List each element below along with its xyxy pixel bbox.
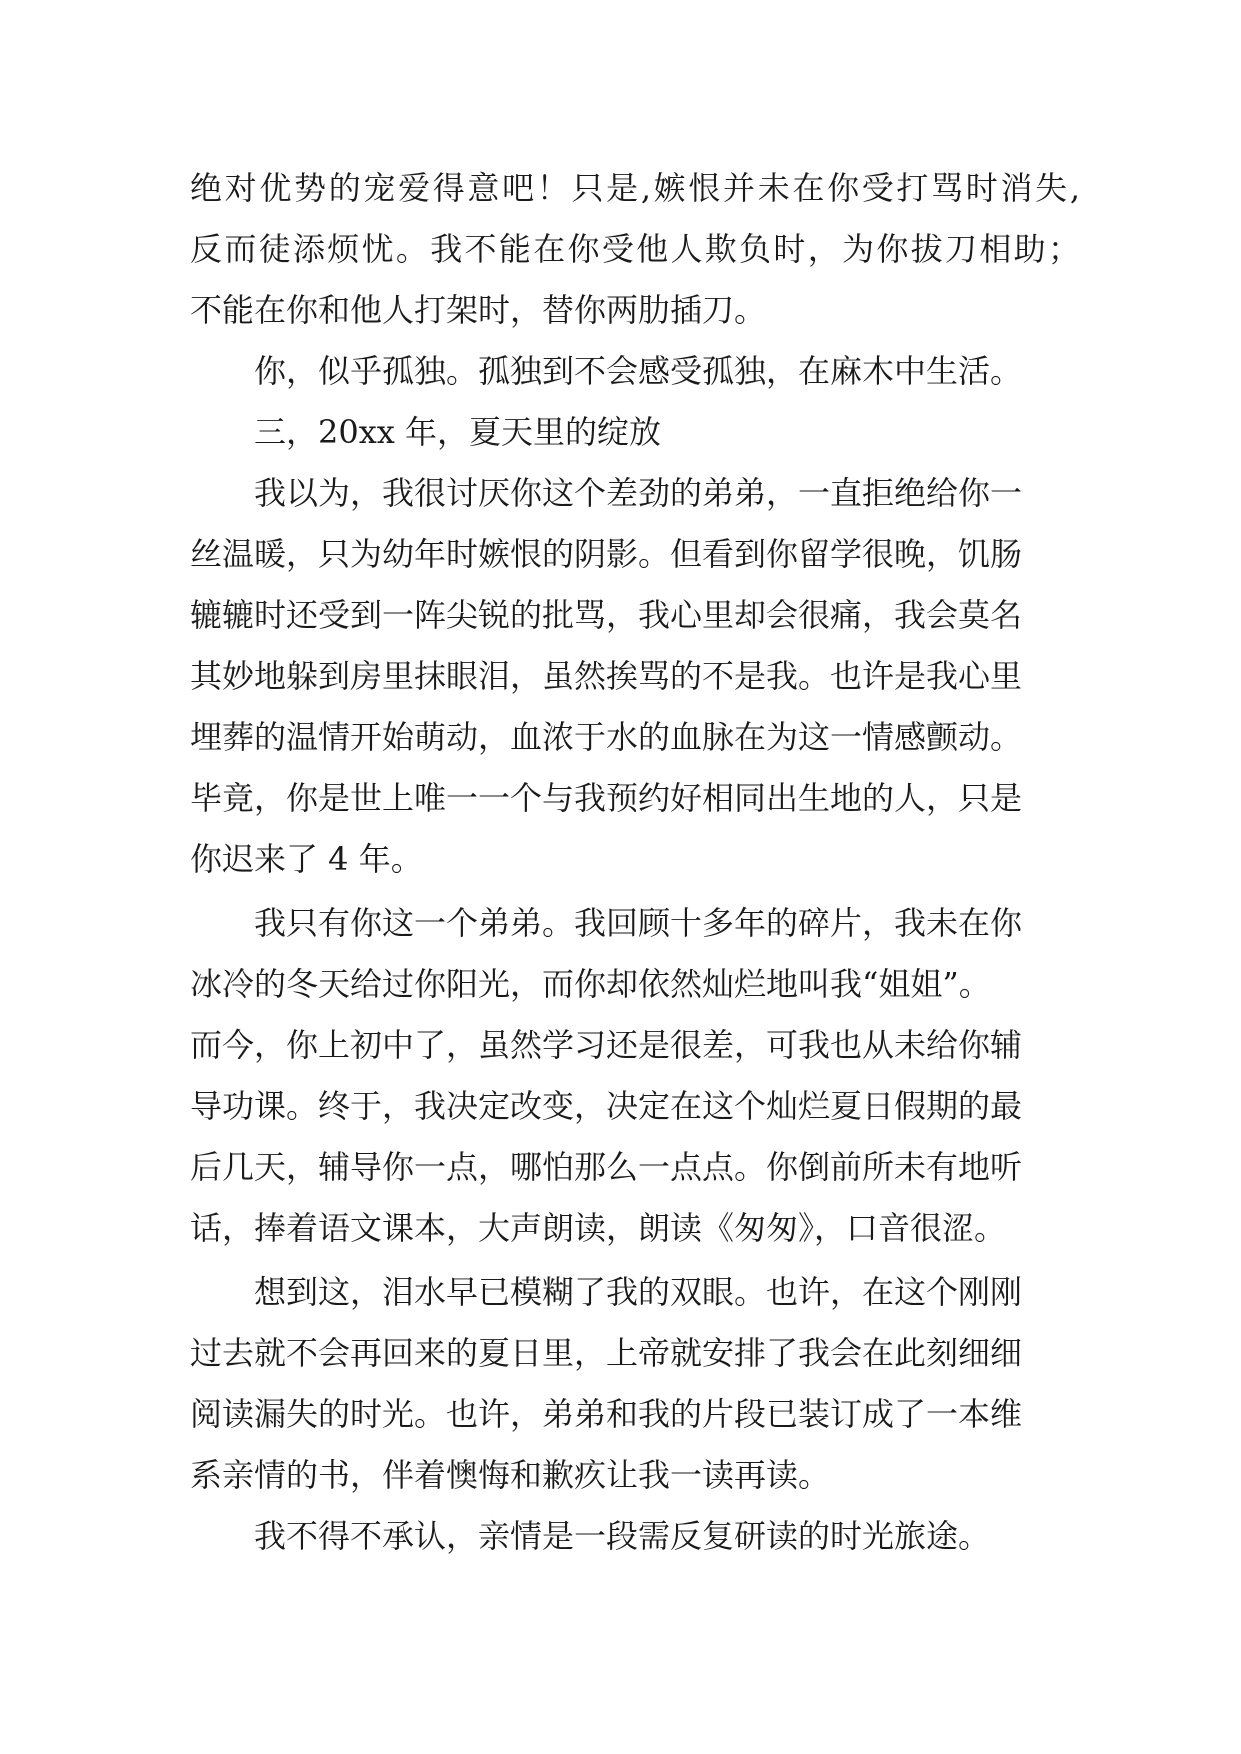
text-line: 其妙地躲到房里抹眼泪，虽然挨骂的不是我。也许是我心里: [190, 657, 1023, 695]
paragraph-line: 想到这，泪水早已模糊了我的双眼。也许，在这个刚刚: [254, 1273, 1023, 1311]
text-line: 系亲情的书，伴着懊悔和歉疚让我一读再读。: [190, 1456, 831, 1494]
text-line: 而今，你上初中了，虽然学习还是很差，可我也从未给你辅: [190, 1026, 1023, 1064]
paragraph-line: 我以为，我很讨厌你这个差劲的弟弟，一直拒绝给你一: [254, 474, 1023, 512]
text-line: 阅读漏失的时光。也许，弟弟和我的片段已装订成了一本维: [190, 1395, 1023, 1433]
text-line: 导功课。终于，我决定改变，决定在这个灿烂夏日假期的最: [190, 1087, 1023, 1125]
paragraph-line: 你，似乎孤独。孤独到不会感受孤独，在麻木中生活。: [254, 352, 1023, 390]
text-line: 不能在你和他人打架时，替你两肋插刀。: [190, 291, 767, 329]
paragraph-line: 我只有你这一个弟弟。我回顾十多年的碎片，我未在你: [254, 904, 1023, 942]
text-line: 绝对优势的宠爱得意吧！只是,嫉恨并未在你受打骂时消失,: [190, 169, 1080, 207]
text-line: 反而徒添烦忧。我不能在你受他人欺负时，为你拔刀相助；: [190, 230, 1080, 268]
text-line: 辘辘时还受到一阵尖锐的批骂，我心里却会很痛，我会莫名: [190, 596, 1023, 634]
text-line: 后几天，辅导你一点，哪怕那么一点点。你倒前所未有地听: [190, 1148, 1023, 1186]
text-line: 话，捧着语文课本，大声朗读，朗读《匆匆》，口音很涩。: [190, 1209, 1007, 1247]
text-line: 过去就不会再回来的夏日里，上帝就安排了我会在此刻细细: [190, 1334, 1023, 1372]
text-line: 你迟来了 4 年。: [190, 840, 423, 878]
text-line: 丝温暖，只为幼年时嫉恨的阴影。但看到你留学很晚，饥肠: [190, 535, 1023, 573]
paragraph-line: 我不得不承认，亲情是一段需反复研读的时光旅途。: [254, 1517, 991, 1555]
section-heading: 三，20xx 年，夏天里的绽放: [254, 413, 661, 451]
text-line: 埋葬的温情开始萌动，血浓于水的血脉在为这一情感颤动。: [190, 718, 1023, 756]
text-line: 冰冷的冬天给过你阳光，而你却依然灿烂地叫我“姐姐”。: [190, 965, 991, 1003]
document-body: [190, 158, 1080, 1567]
text-line: 毕竟，你是世上唯一一个与我预约好相同出生地的人，只是: [190, 779, 1023, 817]
